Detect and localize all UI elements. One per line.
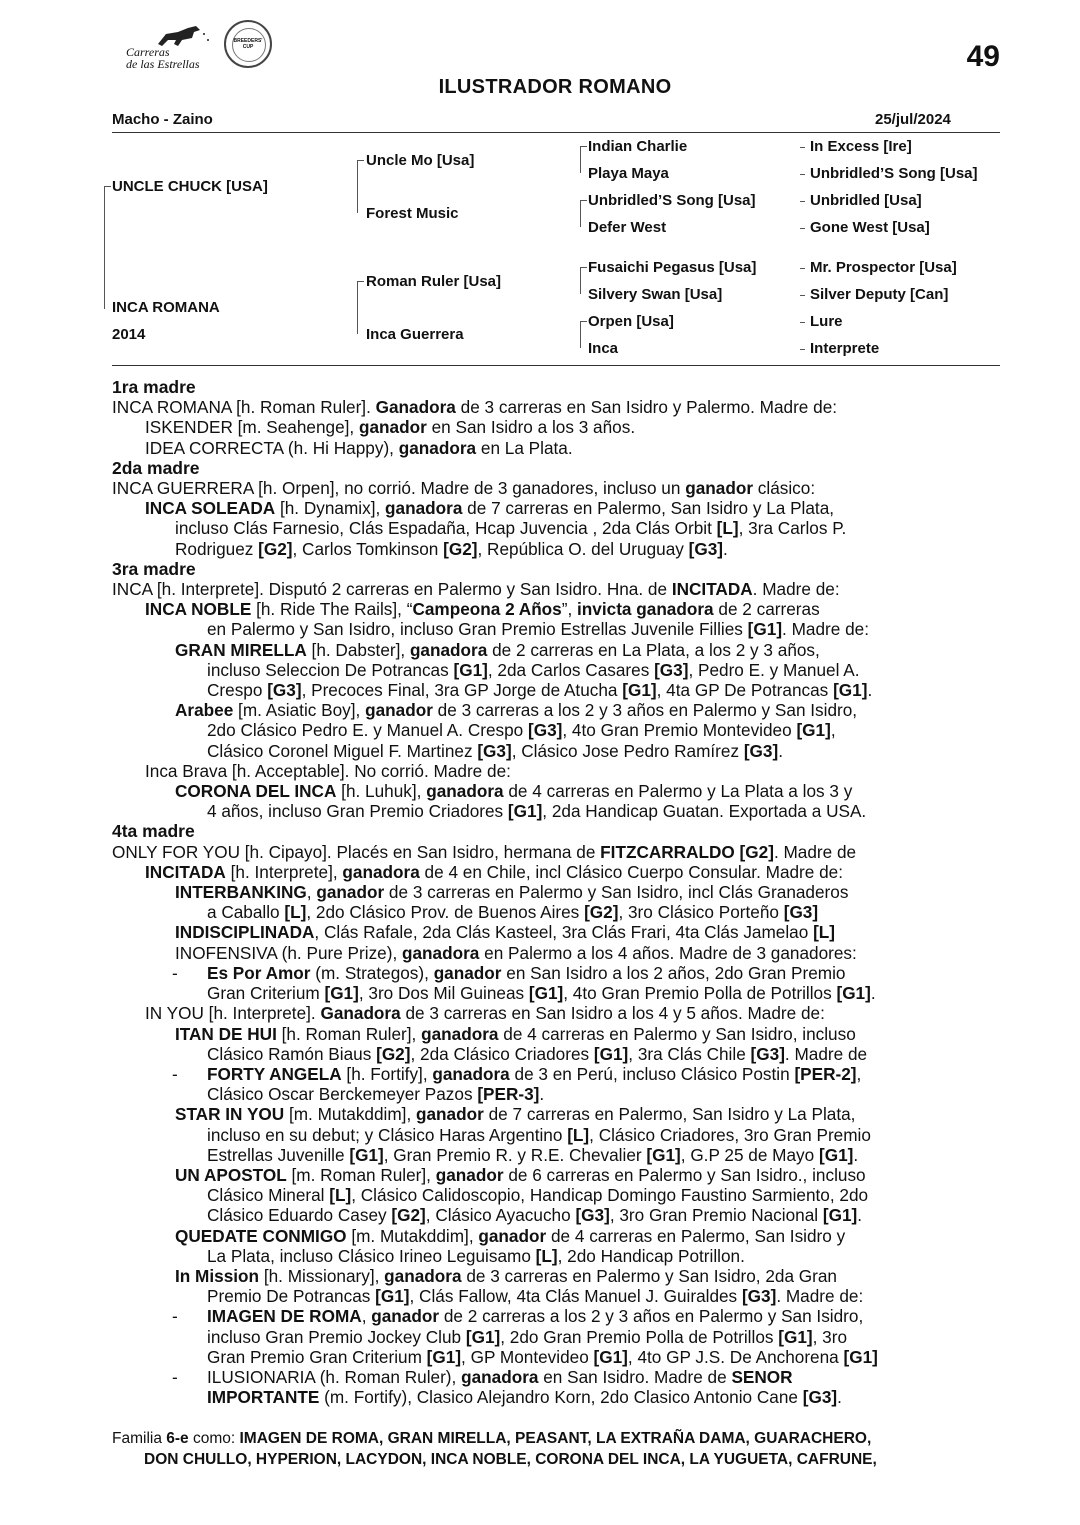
sex-color: Macho - Zaino [112, 111, 213, 128]
footer-prefix: Familia [112, 1430, 167, 1447]
footer-names-2: DON CHULLO, HYPERION, LACYDON, INCA NOBLE, CORONA DEL INCA, LA YUGUETA, CAFRUNE, [144, 1451, 877, 1468]
offspring-line: INCITADA [h. Interprete], ganadora de 4 en Chile, incl Clásico Cuerpo Consular. Madre de: [145, 861, 844, 882]
pedigree-g3: Playa Maya [588, 165, 669, 182]
dam: INCA ROMANA [112, 299, 220, 316]
pedigree-g4: Gone West [Usa] [810, 219, 930, 236]
offspring-line: - FORTY ANGELA [h. Fortify], ganadora de 3 en Perú, incluso Clásico Postin [PER-2], [112, 1064, 1002, 1084]
offspring-line: INTERBANKING, ganador de 3 carreras en Palermo y San Isidro, incl Clás Granaderos [175, 882, 849, 903]
horse-name: ILUSTRADOR ROMANO [438, 76, 672, 98]
pedigree-g3: Defer West [588, 219, 667, 236]
pedigree-g4: Silver Deputy [Can] [810, 286, 949, 303]
sire: UNCLE CHUCK [USA] [112, 178, 268, 195]
offspring-line: ITAN DE HUI [h. Roman Ruler], ganadora de 4 carreras en Palermo y San Isidro, incluso [175, 1023, 856, 1044]
pedigree-g3: Indian Charlie [588, 138, 688, 155]
offspring-line: - Es Por Amor (m. Strategos), ganador en San Isidro a los 2 años, 2do Gran Premio [112, 963, 1002, 983]
offspring-line: Inca Brava [h. Acceptable]. No corrió. Madre de: [145, 760, 511, 781]
pedigree-g2: Forest Music [366, 205, 459, 222]
heading-4ta-madre: 4ta madre [112, 821, 195, 842]
dam-2-line: INCA GUERRERA [h. Orpen], no corrió. Madre de 3 ganadores, incluso un ganador clásico: [112, 478, 816, 499]
offspring-line: INDISCIPLINADA, Clás Rafale, 2da Clás Kasteel, 3ra Clás Frari, 4ta Clás Jamelao [L] [175, 922, 836, 943]
pedigree-g3: Fusaichi Pegasus [Usa] [588, 259, 757, 276]
offspring-line: ISKENDER [m. Seahenge], ganador en San Isidro a los 3 años. [145, 417, 636, 438]
pedigree-g4: Interprete [810, 340, 880, 357]
offspring-line: INCA SOLEADA [h. Dynamix], ganadora de 7 carreras en Palermo, San Isidro y La Plata, [145, 498, 835, 519]
footer-names-1: IMAGEN DE ROMA, GRAN MIRELLA, PEASANT, LA EXTRAÑA DAMA, GUARACHERO, [239, 1430, 872, 1447]
report-date: 25/jul/2024 [875, 111, 951, 128]
top-rule [112, 132, 1000, 133]
pedigree-g2: Inca Guerrera [366, 326, 464, 343]
heading-1ra-madre: 1ra madre [112, 377, 196, 397]
pedigree-g4: Mr. Prospector [Usa] [810, 259, 957, 276]
pedigree-g3: Orpen [Usa] [588, 313, 674, 330]
offspring-line: In Mission [h. Missionary], ganadora de 3 carreras en Palermo y San Isidro, 2da Gran [175, 1265, 837, 1286]
heading-3ra-madre: 3ra madre [112, 558, 196, 579]
offspring-line: INCA NOBLE [h. Ride The Rails], “Campeona 2 Años”, invicta ganadora de 2 carreras [145, 599, 820, 620]
page-number: 49 [966, 40, 1000, 73]
pedigree-g3: Unbridled’S Song [Usa] [588, 192, 756, 209]
pedigree-g4: Unbridled’S Song [Usa] [810, 165, 978, 182]
pedigree-g3: Silvery Swan [Usa] [588, 286, 723, 303]
dam-year: 2014 [112, 326, 146, 343]
logo-text-2: de las Estrellas [126, 57, 200, 71]
offspring-line: Arabee [m. Asiatic Boy], ganador de 3 carreras a los 2 y 3 años en Palermo y San Isidro, [175, 700, 858, 721]
pedigree-g4: Unbridled [Usa] [810, 192, 922, 209]
pedigree-g4: Lure [810, 313, 843, 330]
offspring-line: IDEA CORRECTA (h. Hi Happy), ganadora en La Plata. [145, 437, 573, 458]
pedigree-g2: Uncle Mo [Usa] [366, 152, 475, 169]
offspring-line: STAR IN YOU [m. Mutakddim], ganador de 7 carreras en Palermo, San Isidro y La Plata, [175, 1104, 856, 1125]
dam-4-line: ONLY FOR YOU [h. Cipayo]. Placés en San Isidro, hermana de FITZCARRALDO [G2]. Madre de [112, 841, 857, 862]
pedigree-g4: In Excess [Ire] [810, 138, 912, 155]
pedigree-rule [112, 365, 1000, 366]
offspring-line: QUEDATE CONMIGO [m. Mutakddim], ganador de 4 carreras en Palermo, San Isidro y [175, 1225, 846, 1246]
breeders-cup-badge-icon [224, 20, 272, 68]
offspring-line: GRAN MIRELLA [h. Dabster], ganadora de 2 carreras en La Plata, a los 2 y 3 años, [175, 639, 820, 660]
offspring-line: - ILUSIONARIA (h. Roman Ruler), ganadora en San Isidro. Madre de SENOR [112, 1367, 1002, 1387]
offspring-line: CORONA DEL INCA [h. Luhuk], ganadora de 4 carreras en Palermo y La Plata a los 3 y [175, 781, 853, 802]
dam-1-line: INCA ROMANA [h. Roman Ruler]. Ganadora de 3 carreras en San Isidro y Palermo. Madre de: [112, 397, 838, 418]
offspring-line: IN YOU [h. Interprete]. Ganadora de 3 carreras en San Isidro a los 4 y 5 años. Madre de: [145, 1003, 825, 1024]
heading-2da-madre: 2da madre [112, 457, 200, 478]
dam-3-line: INCA [h. Interprete]. Disputó 2 carreras en Palermo y San Isidro. Hna. de INCITADA. Madre de: [112, 579, 840, 600]
family-section: 1ra madre INCA ROMANA [h. Roman Ruler]. Ganadora de 3 carreras en San Isidro y Palermo. Madre de: ISKENDER [m. Seahenge], ganador en San Isidro a los 3 años. IDEA CORRECTA (h. Hi Happy), ganadora en La Plata. 2da madre INCA GUERRERA [h. Orpen], no corrió. Madre de 3 ganadores, incluso un ganador clásico: INCA SOLEADA [h. Dynamix], ganadora de 7 carreras en Palermo, San Isidro y La Plata, incluso Clás Farnesio, Clás Espadaña, Hcap Juvencia , 2da Clás Orbit [L], 3ra Carlos P. Rodriguez [G2], Carlos Tomkinson [G2], República O. del Uruguay [G3]. 3ra madre INCA [h. Interprete]. Disputó 2 carreras en Palermo y San Isidro. Hna. de INCITADA. Madre de: INCA NOBLE [h. Ride The Rails], “Campeona 2 Años”, invicta ganadora de 2 carreras en Palermo y San Isidro, incluso Gran Premio Estrellas Juvenile Fillies [G1]. Madre de: GRAN MIRELLA [h. Dabster], ganadora de 2 carreras en La Plata, a los 2 y 3 años, incluso Seleccion De Potrancas [G1], 2da Carlos Casares [G3], Pedro E. y Manuel A. Crespo [G3], Precoces Final, 3ra GP Jorge de Atucha [G1], 4ta GP De Potrancas [G1]. Arabee [m. Asiatic Boy], ganador de 3 carreras a los 2 y 3 años en Palermo y San Isidro, 2do Clásico Pedro E. y Manuel A. Crespo [G3], 4to Gran Premio Montevideo [G1], Clásico Coronel Miguel F. Martinez [G3], Clásico Jose Pedro Ramírez [G3]. Inca Brava [h. Acceptable]. No corrió. Madre de: CORONA DEL INCA [h. Luhuk], ganadora de 4 carreras en Palermo y La Plata a los 3 y 4 años, incluso Gran Premio Criadores [G1], 2da Handicap Guatan. Exportada a USA. 4ta madre ONLY FOR YOU [h. Cipayo]. Placés en San Isidro, hermana de FITZCARRALDO [G2]. Madre de INCITADA [h. Interprete], ganadora de 4 en Chile, incl Clásico Cuerpo Consular. Madre de: INTERBANKING, ganador de 3 carreras en Palermo y San Isidro, incl Clás Granaderos a Caballo [L], 2do Clásico Prov. de Buenos Aires [G2], 3ro Clásico Porteño [G3] INDISCIPLINADA, Clás Rafale, 2da Clás Kasteel, 3ra Clás Frari, 4ta Clás Jamelao [L] INOFENSIVA (h. Pure Prize), ganadora en Palermo a los 4 años. Madre de 3 ganadores: - Es Por Amor (m. Strategos), ganador en San Isidro a los 2 años, 2do Gran Premio Gran Criterium [G1], 3ro Dos Mil Guineas [G1], 4to Gran Premio Polla de Potrillos [G1]. IN YOU [h. Interprete]. Ganadora de 3 carreras en San Isidro a los 4 y 5 años. Madre de: ITAN DE HUI [h. Roman Ruler], ganadora de 4 carreras en Palermo y San Isidro, incluso Clásico Ramón Biaus [G2], 2da Clásico Criadores [G1], 3ra Clás Chile [G3]. Madre de - FORTY ANGELA [h. Fortify], ganadora de 3 en Perú, incluso Clásico Postin [PER-2], Clásico Oscar Berckemeyer Pazos [PER-3]. STAR IN YOU [m. Mutakddim], ganador de 7 carreras en Palermo, San Isidro y La Plata, incluso en su debut; y Clásico Haras Argentino [L], Clásico Criadores, 3ro Gran Premio Estrellas Juvenille [G1], Gran Premio R. y R.E. Chevalier [G1], G.P 25 de Mayo [G1]. UN APOSTOL [m. Roman Ruler], ganador de 6 carreras en Palermo y San Isidro., incluso Clásico Mineral [L], Clásico Calidoscopio, Handicap Domingo Faustino Sarmiento, 2do Clásico Eduardo Casey [G2], Clásico Ayacucho [G3], 3ro Gran Premio Nacional [G1]. QUEDATE CONMIGO [m. Mutakddim], ganador de 4 carreras en Palermo, San Isidro y La Plata, incluso Clásico Irineo Leguisamo [L], 2do Handicap Potrillon. In Mission [h. Missionary], ganadora de 3 carreras en Palermo y San Isidro, 2da Gran Premio De Potrancas [G1], Clás Fallow, 4ta Clás Manuel J. Guiraldes [G3]. Madre de: - IMAGEN DE ROMA, ganador de 2 carreras a los 2 y 3 años en Palermo y San Isidro, incluso Gran Premio Jockey Club [G1], 2do Gran Premio Polla de Potrillos [G1], 3ro Gran Premio Gran Criterium [G1], GP Montevideo [G1], 4to GP J.S. De Anchorena [G1] - ILUSIONARIA (h. Roman Ruler), ganadora en San Isidro. Madre de SENOR IMPORTANTE (m. Fortify), Clasico Alejandro Korn, 2do Clasico Antonio Cane [G3]. [112, 377, 1002, 1407]
offspring-line: INOFENSIVA (h. Pure Prize), ganadora en Palermo a los 4 años. Madre de 3 ganadores: [175, 942, 857, 963]
pedigree-g3: Inca [588, 340, 619, 357]
family-code: 6-e [166, 1430, 189, 1447]
footer-mid: como: [188, 1430, 240, 1447]
offspring-line: UN APOSTOL [m. Roman Ruler], ganador de 6 carreras en Palermo y San Isidro., incluso [175, 1164, 866, 1185]
logo-text-1: Carreras [126, 45, 170, 59]
pedigree-g2: Roman Ruler [Usa] [366, 273, 502, 290]
logo [112, 18, 222, 73]
offspring-line: - IMAGEN DE ROMA, ganador de 2 carreras a los 2 y 3 años en Palermo y San Isidro, [112, 1306, 1002, 1326]
family-footer [112, 1428, 1002, 1470]
badge-text: BREEDERS' CUP [233, 38, 263, 50]
